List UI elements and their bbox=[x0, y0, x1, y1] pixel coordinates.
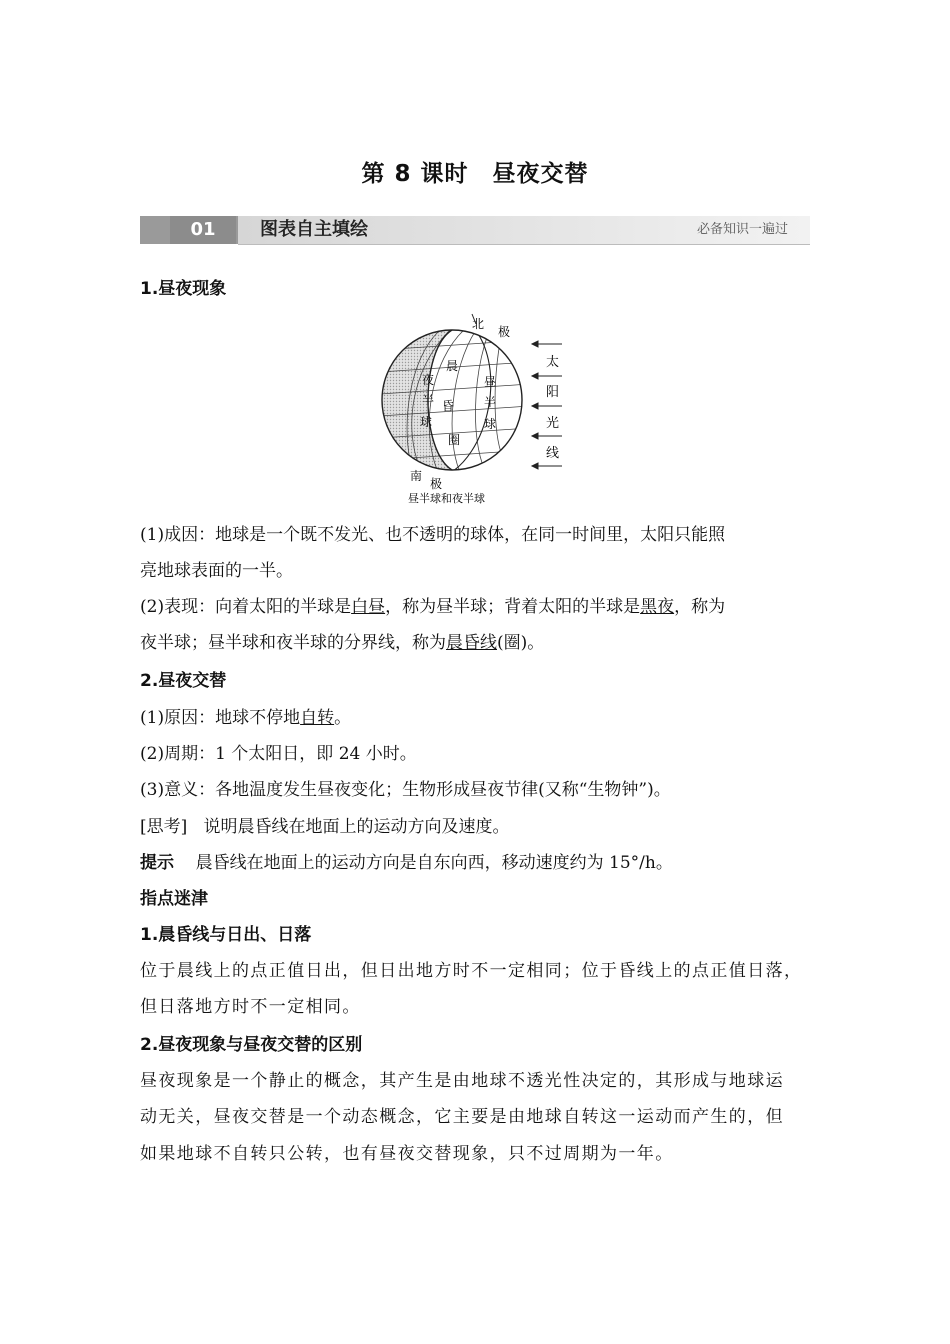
answer-day: 白昼 bbox=[351, 597, 386, 617]
terminator-label-3: 圈 bbox=[448, 433, 461, 447]
day-label-2: 半 bbox=[484, 395, 497, 409]
sun-ray-label-3: 光 bbox=[546, 416, 560, 431]
hint-text: 晨昏线在地面上的运动方向是自东向西，移动速度约为 15°/h。 bbox=[195, 853, 673, 873]
figure-caption: 昼半球和夜半球 bbox=[408, 492, 485, 505]
sun-ray-label-4: 线 bbox=[546, 446, 560, 461]
tip-2-line-2: 动无关，昼夜交替是一个动态概念，它主要是由地球自转这一运动而产生的，但 bbox=[140, 1107, 784, 1127]
answer-rotation: 自转 bbox=[300, 708, 335, 728]
answer-terminator: 晨昏线 bbox=[446, 633, 497, 653]
period-line: (2)周期：1 个太阳日，即 24 小时。 bbox=[140, 744, 417, 764]
day-label-3: 球 bbox=[484, 417, 497, 431]
show-line-2 bbox=[140, 630, 820, 656]
tip-1-heading: 1.晨昏线与日出、日落 bbox=[140, 925, 312, 945]
tip-2-heading: 2.昼夜现象与昼夜交替的区别 bbox=[140, 1035, 363, 1055]
show-text-5: (圈)。 bbox=[497, 633, 545, 653]
south-pole-label: 极 bbox=[430, 477, 443, 491]
hint-line bbox=[140, 850, 820, 876]
banner-subtitle: 必备知识一遍过 bbox=[696, 222, 788, 237]
tip-1-line-2: 但日落地方时不一定相同。 bbox=[140, 997, 361, 1017]
tip-2-line-1: 昼夜现象是一个静止的概念，其产生是由地球不透光性决定的，其形成与地球运 bbox=[140, 1071, 784, 1091]
tip-1-line-1: 位于晨线上的点正值日出，但日出地方时不一定相同；位于昏线上的点正值日落， bbox=[140, 961, 803, 981]
show-text-4: 夜半球；昼半球和夜半球的分界线，称为 bbox=[140, 633, 446, 653]
day-night-globe-figure bbox=[380, 310, 580, 510]
north-pole-label: 极 bbox=[498, 325, 511, 339]
cause-line-1: (1)成因：地球是一个既不发光、也不透明的球体，在同一时间里，太阳只能照 bbox=[140, 525, 726, 545]
page-title: 第 8 课时 昼夜交替 bbox=[361, 161, 589, 187]
reason-line bbox=[140, 705, 820, 731]
meaning-line: (3)意义：各地温度发生昼夜变化；生物形成昼夜节律(又称“生物钟”)。 bbox=[140, 780, 671, 800]
show-text-1: (2)表现：向着太阳的半球是 bbox=[140, 597, 352, 617]
banner-number: 01 bbox=[170, 216, 236, 244]
reason-text-2: 。 bbox=[334, 708, 352, 728]
think-line bbox=[140, 814, 820, 840]
show-line-1 bbox=[140, 594, 820, 620]
night-label-1: 夜 bbox=[422, 373, 435, 387]
tips-heading: 指点迷津 bbox=[140, 889, 208, 909]
cause-line-2: 亮地球表面的一半。 bbox=[140, 561, 293, 581]
sun-ray-label-1: 太 bbox=[546, 355, 560, 370]
south-label: 南 bbox=[410, 469, 423, 483]
day-label-1: 昼 bbox=[484, 375, 497, 389]
section-1-heading: 1.昼夜现象 bbox=[140, 279, 227, 299]
terminator-label-2: 昏 bbox=[442, 399, 455, 413]
show-text-2: ，称为昼半球；背着太阳的半球是 bbox=[385, 597, 641, 617]
show-text-3: ，称为 bbox=[674, 597, 726, 617]
answer-night: 黑夜 bbox=[640, 597, 675, 617]
sun-ray-label-2: 阳 bbox=[546, 385, 560, 400]
section-banner bbox=[140, 214, 810, 246]
north-label: 北 bbox=[472, 317, 485, 331]
tip-2-line-3: 如果地球不自转只公转，也有昼夜交替现象，只不过周期为一年。 bbox=[140, 1144, 674, 1164]
section-2-heading: 2.昼夜交替 bbox=[140, 671, 227, 691]
think-text: 说明晨昏线在地面上的运动方向及速度。 bbox=[203, 817, 510, 837]
night-label-3: 球 bbox=[420, 415, 433, 429]
hint-label: 提示 bbox=[140, 853, 174, 873]
think-label: [思考] bbox=[140, 817, 188, 837]
terminator-label-1: 晨 bbox=[446, 359, 459, 373]
night-label-2: 半 bbox=[422, 393, 435, 407]
banner-label: 图表自主填绘 bbox=[260, 219, 368, 240]
reason-text-1: (1)原因：地球不停地 bbox=[140, 708, 301, 728]
